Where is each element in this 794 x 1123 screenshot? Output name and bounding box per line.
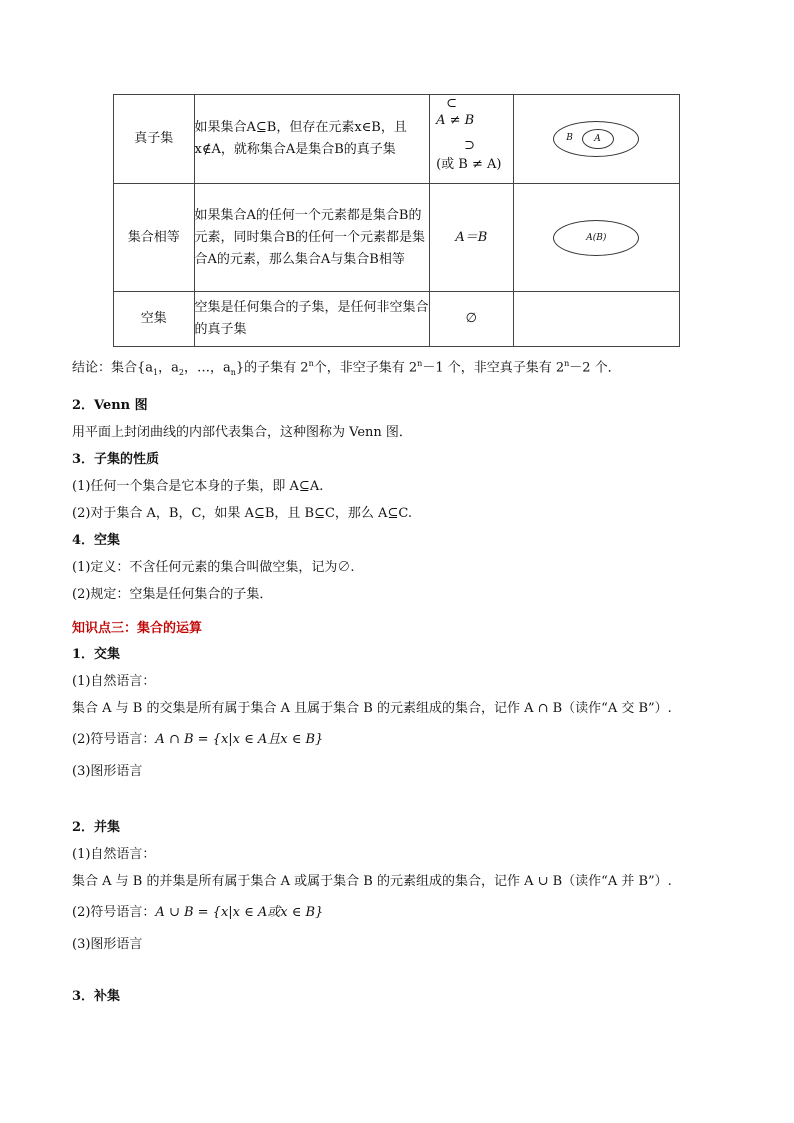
conclusion-line: 结论：集合{$a_1$，$a_2$，…，$a_n$}的子集有 2$^n$个，非空子集有 $2^n-1$ 个，非空真子集有 $2^n-2$ 个． — [72, 359, 621, 377]
row-name: 真子集 — [114, 95, 195, 184]
set-b-ellipse — [553, 121, 639, 157]
symbol-alt: (或 B ≠ A) — [436, 157, 502, 172]
row-symbol — [430, 95, 513, 184]
row-description: 空集是任何集合的子集，是任何非空集合的真子集 — [194, 292, 430, 347]
subset-property-1: (1)任何一个集合是它本身的子集，即 A⊆A. — [72, 479, 324, 494]
empty-set-definition: (1)定义：不含任何元素的集合叫做空集，记为∅. — [72, 560, 355, 575]
intersection-text: 集合 A 与 B 的交集是所有属于集合 A 且属于集合 B 的元素组成的集合，记作 A ∩ B（读作“A 交 B”）. — [72, 701, 672, 716]
empty-set-heading: 4．空集 — [72, 533, 121, 548]
union-symbol-line — [72, 904, 323, 922]
empty-set-rule: (2)规定：空集是任何集合的子集． — [72, 587, 273, 602]
set-a-label: A — [594, 134, 601, 144]
intersection-graph-label: (3)图形语言 — [72, 764, 143, 779]
set-relation-table — [113, 94, 680, 347]
union-formula: A ∪ B = {x|x ∈ A或x ∈ B} — [155, 905, 324, 920]
knowledge-point-3-heading: 知识点三：集合的运算 — [72, 621, 203, 636]
set-ab-ellipse — [553, 220, 639, 256]
row-symbol: A＝B — [430, 184, 513, 292]
intersection-natural-label: (1)自然语言： — [72, 674, 156, 689]
union-text: 集合 A 与 B 的并集是所有属于集合 A 或属于集合 B 的元素组成的集合，记作 A ∪ B（读作“A 并 B”）. — [72, 874, 672, 889]
intersection-formula: A ∩ B = {x|x ∈ A且x ∈ B} — [155, 732, 324, 747]
row-symbol: ∅ — [430, 292, 513, 347]
set-ab-label: A(B) — [586, 232, 607, 243]
table-row — [114, 95, 680, 184]
symbol-label: (2)符号语言： — [72, 905, 156, 920]
symbol-label: (2)符号语言： — [72, 732, 156, 747]
venn-figure-equal — [513, 184, 679, 292]
set-a-ellipse — [582, 129, 614, 149]
union-natural-label: (1)自然语言： — [72, 847, 156, 862]
symbol-main: A ≠ B — [436, 113, 475, 128]
venn-heading: 2．Venn 图 — [72, 398, 148, 413]
row-name: 空集 — [114, 292, 195, 347]
subset-properties-heading: 3．子集的性质 — [72, 452, 160, 467]
subset-symbol: ⊂ — [446, 96, 457, 111]
complement-heading: 3．补集 — [72, 989, 121, 1004]
empty-figure-cell — [513, 292, 679, 347]
row-name: 集合相等 — [114, 184, 195, 292]
table-row — [114, 292, 680, 347]
intersection-symbol-line — [72, 731, 323, 749]
row-description: 如果集合A的任何一个元素都是集合B的元素，同时集合B的任何一个元素都是集合A的元素，那么集合A与集合B相等 — [194, 184, 430, 292]
row-description: 如果集合A⊆B，但存在元素x∈B，且x∉A，就称集合A是集合B的真子集 — [194, 95, 430, 184]
set-b-label: B — [566, 133, 573, 143]
intersection-heading: 1．交集 — [72, 647, 121, 662]
subset-property-2: (2)对于集合 A，B，C，如果 A⊆B，且 B⊆C，那么 A⊆C. — [72, 506, 412, 521]
union-graph-label: (3)图形语言 — [72, 937, 143, 952]
venn-text: 用平面上封闭曲线的内部代表集合，这种图称为 Venn 图． — [72, 425, 412, 440]
superset-symbol: ⊃ — [464, 138, 475, 153]
venn-figure-proper-subset — [513, 95, 679, 184]
table-row — [114, 184, 680, 292]
union-heading: 2．并集 — [72, 820, 121, 835]
